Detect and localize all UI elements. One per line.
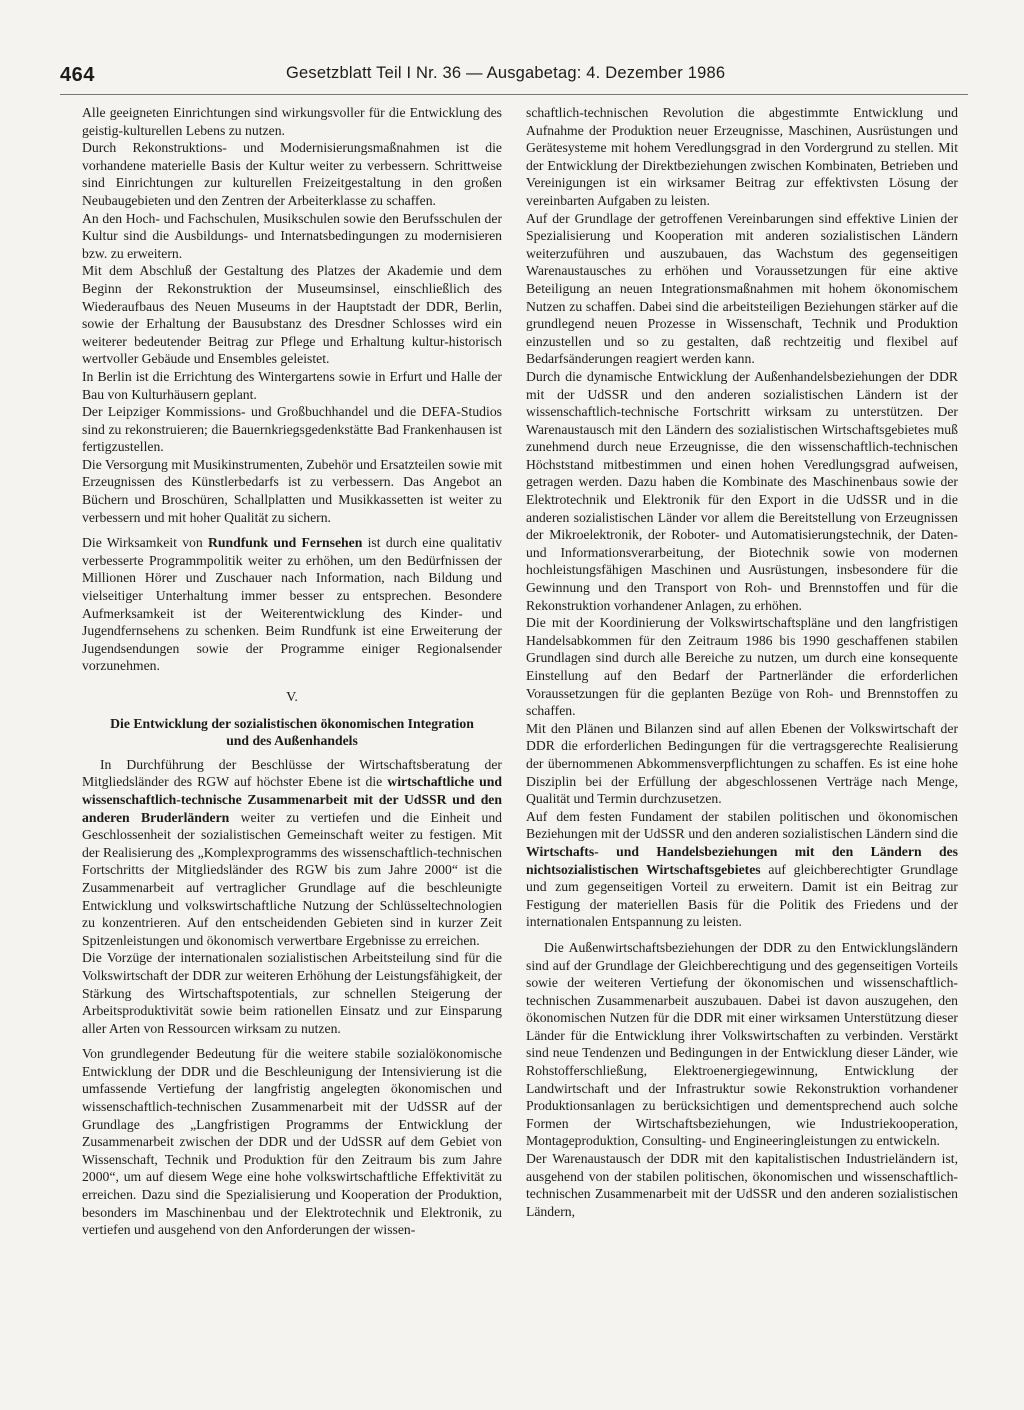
paragraph: Die Versorgung mit Musikinstrumenten, Zubehör und Ersatzteilen sowie mit Erzeugnissen des Künstlerbedarfs ist zu verbessern. Das Angebot an Büchern und Broschüren, Schallplatten und Musikkassetten ist weiter zu verbessern und mit hoher Qualität zu sichern. bbox=[82, 456, 502, 525]
paragraph: Die Vorzüge der internationalen sozialistischen Arbeitsteilung sind für die Volkswirtschaft der DDR zur weiteren Erhöhung der Leistungsfähigkeit, der Stärkung des Wirtschaftspotentials, zur schnellen Steigerung der Arbeitsproduktivität sowie beim rationellen Einsatz und zur Einsparung aller Arten von Ressourcen wirksam zu nutzen. bbox=[82, 950, 502, 1036]
paragraph: Mit den Plänen und Bilanzen sind auf allen Ebenen der Volkswirtschaft der DDR die erforderlichen Bedingungen für die vertragsgerechte Realisierung der übernommenen Abkommensverpflichtungen zu schaffen. Es ist eine hohe Disziplin bei der Erfüllung der abgeschlossenen Verträge nach Menge, Qualität und Termin durchzusetzen. bbox=[526, 720, 958, 807]
paragraph: Die Außenwirtschaftsbeziehungen der DDR zu den Entwicklungsländern sind auf der Grundlage der Gleichberechtigung und des gegenseitigen Vorteils sowie der weiteren Vertiefung der ökonomischen und wissenschaftlich-technischen Zusammenarbeit auszubauen. Dabei ist davon auszugehen, den ökonomischen Nutzen für die DDR mit einer wirksamen Unterstützung dieser Länder für die Entwicklung ihrer Volkswirtschaften zu verbinden. Verstärkt sind neue Tendenzen und Bedingungen in der Entwicklung dieser Länder, wie Rohstofferschließung, Elektroenergiegewinnung, Entwicklung der Landwirtschaft und der Infrastruktur sowie Rekonstruktion vorhandener Produktionsanlagen zu berücksichtigen und dementsprechend auch solche Formen der Wirtschaftsbeziehungen, wie Industriekooperation, Montageproduktion, Consulting- und Engineeringleistungen zu entwickeln. bbox=[526, 939, 958, 1149]
text-run: Die Wirksamkeit von bbox=[82, 535, 209, 551]
paragraph: Durch die dynamische Entwicklung der Außenhandelsbeziehungen der DDR mit der UdSSR und den anderen sozialistischen Ländern ist der wissenschaftlich-technische Fortschritt wirksam zu unterstützen. Der Warenaustausch mit den Ländern des sozialistischen Wirtschaftsgebietes muß zunehmend durch neue Erzeugnisse, die den wissenschaftlich-technischen Höchststand mitbestimmen und einen hohen Veredlungsgrad aufweisen, getragen werden. Dazu haben die Kombinate des Maschinenbaus sowie der Elektrotechnik und Elektronik für den Export in die UdSSR und in die anderen sozialistischen Länder vor allem die Bereitstellung von Erzeugnissen der Mikroelektronik, der Roboter- und Automatisierungstechnik, der Daten- und Informationsverarbeitung, der Biotechnik sowie von modernen hochleistungsfähigen Maschinen und Ausrüstungen, insbesondere für die Gewinnung und den Transport von Roh- und Brennstoffen und für die Rekonstruktion vorhandener Anlagen, zu erhöhen. bbox=[526, 368, 958, 613]
paragraph: Auf der Grundlage der getroffenen Vereinbarungen sind effektive Linien der Spezialisierung und Kooperation mit anderen sozialistischen Ländern weiterzuführen und auszubauen, das Wachstum des gegenseitigen Warenaustausches zu erhöhen und Voraussetzungen für eine aktive Beteiligung an neuen Integrationsmaßnahmen mit hohem ökonomischem Nutzen zu schaffen. Dabei sind die arbeitsteiligen Beziehungen stärker auf die grundlegend neuen Prozesse in Wissenschaft, Technik und Produktion einzustellen und so zu gestalten, daß rechtzeitig und flexibel auf Bedarfsänderungen reagiert werden kann. bbox=[526, 210, 958, 367]
text-run: In Durchführung der Beschlüsse der Wirtschaftsberatung der Mitgliedsländer des RGW auf höchster Ebene ist die bbox=[82, 756, 502, 790]
section-numeral: V. bbox=[286, 690, 298, 705]
bold-term: wirtschaftliche und wissenschaftlich-technische Zusammenarbeit mit der UdSSR und den anderen Bruderländern bbox=[82, 774, 502, 825]
paragraph-trade-relations bbox=[526, 808, 958, 931]
page-header bbox=[60, 64, 968, 86]
paragraph: Die mit der Koordinierung der Volkswirtschaftspläne und den langfristigen Handelsabkommen für den Zeitraum 1986 bis 1990 geschaffenen stabilen Grundlagen sind durch alle Bereiche zu nutzen, um durch eine konsequente Einstellung auf den Bedarf der Partnerländer die erforderlichen Voraussetzungen für die geplanten Bezüge von Roh- und Brennstoffen zu schaffen. bbox=[526, 615, 958, 719]
paragraph-integration bbox=[82, 756, 502, 950]
section-heading-line: und des Außenhandels bbox=[226, 733, 358, 749]
text-run: auf gleichberechtigter Grundlage und zum gegenseitigen Vorteil zu erweitern. Damit ist ein Beitrag zur Festigung der materiellen Basis für die Politik des Friedens und der internationalen Entspannung zu leisten. bbox=[526, 861, 958, 930]
paragraph: Der Leipziger Kommissions- und Großbuchhandel und die DEFA-Studios sind zu rekonstruieren; die Bauernkriegsgedenkstätte Bad Frankenhausen ist fertigzustellen. bbox=[82, 404, 502, 455]
bold-term: Wirtschafts- und Handelsbeziehungen mit den Ländern des nichtsozialistischen Wirtschaftsgebietes bbox=[526, 843, 958, 877]
bold-term: Rundfunk und Fernsehen bbox=[208, 535, 363, 551]
right-column bbox=[526, 104, 958, 1220]
text-run: ist durch eine qualitativ verbesserte Programmpolitik weiter zu erhöhen, um den Bedürfnissen der Millionen Hörer und Zuschauer nach Information, nach Bildung und vielseitiger Unterhaltung immer besser zu entsprechen. Besondere Aufmerksamkeit ist der Weiterentwicklung des Kinder- und Jugendfernsehens zu schenken. Beim Rundfunk ist eine Erweiterung der Jugendsendungen sowie der Programme einiger Regionalsender vorzunehmen. bbox=[82, 535, 503, 674]
paragraph: Von grundlegender Bedeutung für die weitere stabile sozialökonomische Entwicklung der DDR und die Beschleunigung der Intensivierung ist die umfassende Vertiefung der langfristig angelegten ökonomischen und wissenschaftlich-technischen Zusammenarbeit mit der UdSSR auf der Grundlage des „Langfristigen Programms der Entwicklung der Zusammenarbeit zwischen der DDR und der UdSSR auf dem Gebiet von Wissenschaft, Technik und Produktion für den Zeitraum bis zum Jahre 2000“, um auf diesem Wege eine hohe volkswirtschaftliche Effektivität zu erreichen. Dazu sind die Spezialisierung und Kooperation der Produktion, besonders im Maschinenbau und der Elektrotechnik und Elektronik, zu vertiefen und ausgehend von den Anforderungen der wissen- bbox=[82, 1046, 502, 1238]
left-column bbox=[82, 104, 502, 1239]
paragraph: An den Hoch- und Fachschulen, Musikschulen sowie den Berufsschulen der Kultur sind die Ausbildungs- und Internatsbedingungen zu modernisieren bzw. zu erweitern. bbox=[82, 210, 502, 261]
running-head: Gesetzblatt Teil I Nr. 36 — Ausgabetag: 4. Dezember 1986 bbox=[286, 64, 726, 82]
header-divider bbox=[60, 94, 968, 95]
paragraph: Alle geeigneten Einrichtungen sind wirkungsvoller für die Entwicklung des geistig-kulturellen Lebens zu nutzen. bbox=[82, 105, 502, 138]
paragraph: schaftlich-technischen Revolution die abgestimmte Entwicklung und Aufnahme der Produktion neuer Erzeugnisse, Maschinen, Ausrüstungen und Gerätesysteme mit hohem Veredlungsgrad in den Vordergrund zu stellen. Mit der Entwicklung der Direktbeziehungen zwischen Kombinaten, Betrieben und Vereinigungen ist ein wirksamer Beitrag zur effektivsten Lösung der vereinbarten Aufgaben zu leisten. bbox=[526, 105, 958, 208]
paragraph: Durch Rekonstruktions- und Modernisierungsmaßnahmen ist die vorhandene materielle Basis der Kultur weiter zu verbessern. Schrittweise sind Einrichtungen zur kulturellen Freizeitgestaltung in den großen Neubaugebieten und den Zentren der Arbeiterklasse zu schaffen. bbox=[82, 140, 502, 208]
section-heading-line: Die Entwicklung der sozialistischen ökonomischen Integration bbox=[110, 715, 474, 731]
paragraph: Der Warenaustausch der DDR mit den kapitalistischen Industrieländern ist, ausgehend von der stabilen politischen, ökonomischen und wissenschaftlich-technischen Zusammenarbeit mit der UdSSR und den anderen sozialistischen Ländern, bbox=[526, 1151, 958, 1219]
paragraph-broadcasting bbox=[82, 534, 502, 675]
section-heading bbox=[82, 715, 502, 750]
text-run: Auf dem festen Fundament der stabilen politischen und ökonomischen Beziehungen mit der UdSSR und den anderen sozialistischen Ländern sind die bbox=[526, 808, 958, 842]
text-run: weiter zu vertiefen und die Einheit und Geschlossenheit der sozialistischen Gemeinschaft weiter zu festigen. Mit der Realisierung des „Komplexprogramms des wissenschaftlich-technischen Fortschritts der Mitgliedsländer des RGW bis zum Jahre 2000“ ist die Zusammenarbeit auf vertraglicher Grundlage auf die beschleunigte Entwicklung und volkswirtschaftliche Nutzung der Schlüsseltechnologien zu konzentrieren. Auf den entscheidenden Gebieten sind in kurzer Zeit Spitzenleistungen und ökonomisch verwertbare Ergebnisse zu erreichen. bbox=[82, 809, 503, 948]
page-number: 464 bbox=[60, 64, 95, 86]
paragraph: Mit dem Abschluß der Gestaltung des Platzes der Akademie und dem Beginn der Rekonstruktion der Museumsinsel, einschließlich des Wiederaufbaus des Neuen Museums in der Hauptstadt der DDR, Berlin, sowie der Erhaltung der Bausubstanz des Dresdner Schlosses wird ein weiterer bedeutender Beitrag zur Pflege und Erhaltung kultur-historisch wertvoller Gebäude und Ensembles geleistet. bbox=[82, 263, 502, 367]
paragraph: In Berlin ist die Errichtung des Wintergartens sowie in Erfurt und Halle der Bau von Kulturhäusern geplant. bbox=[82, 368, 502, 402]
